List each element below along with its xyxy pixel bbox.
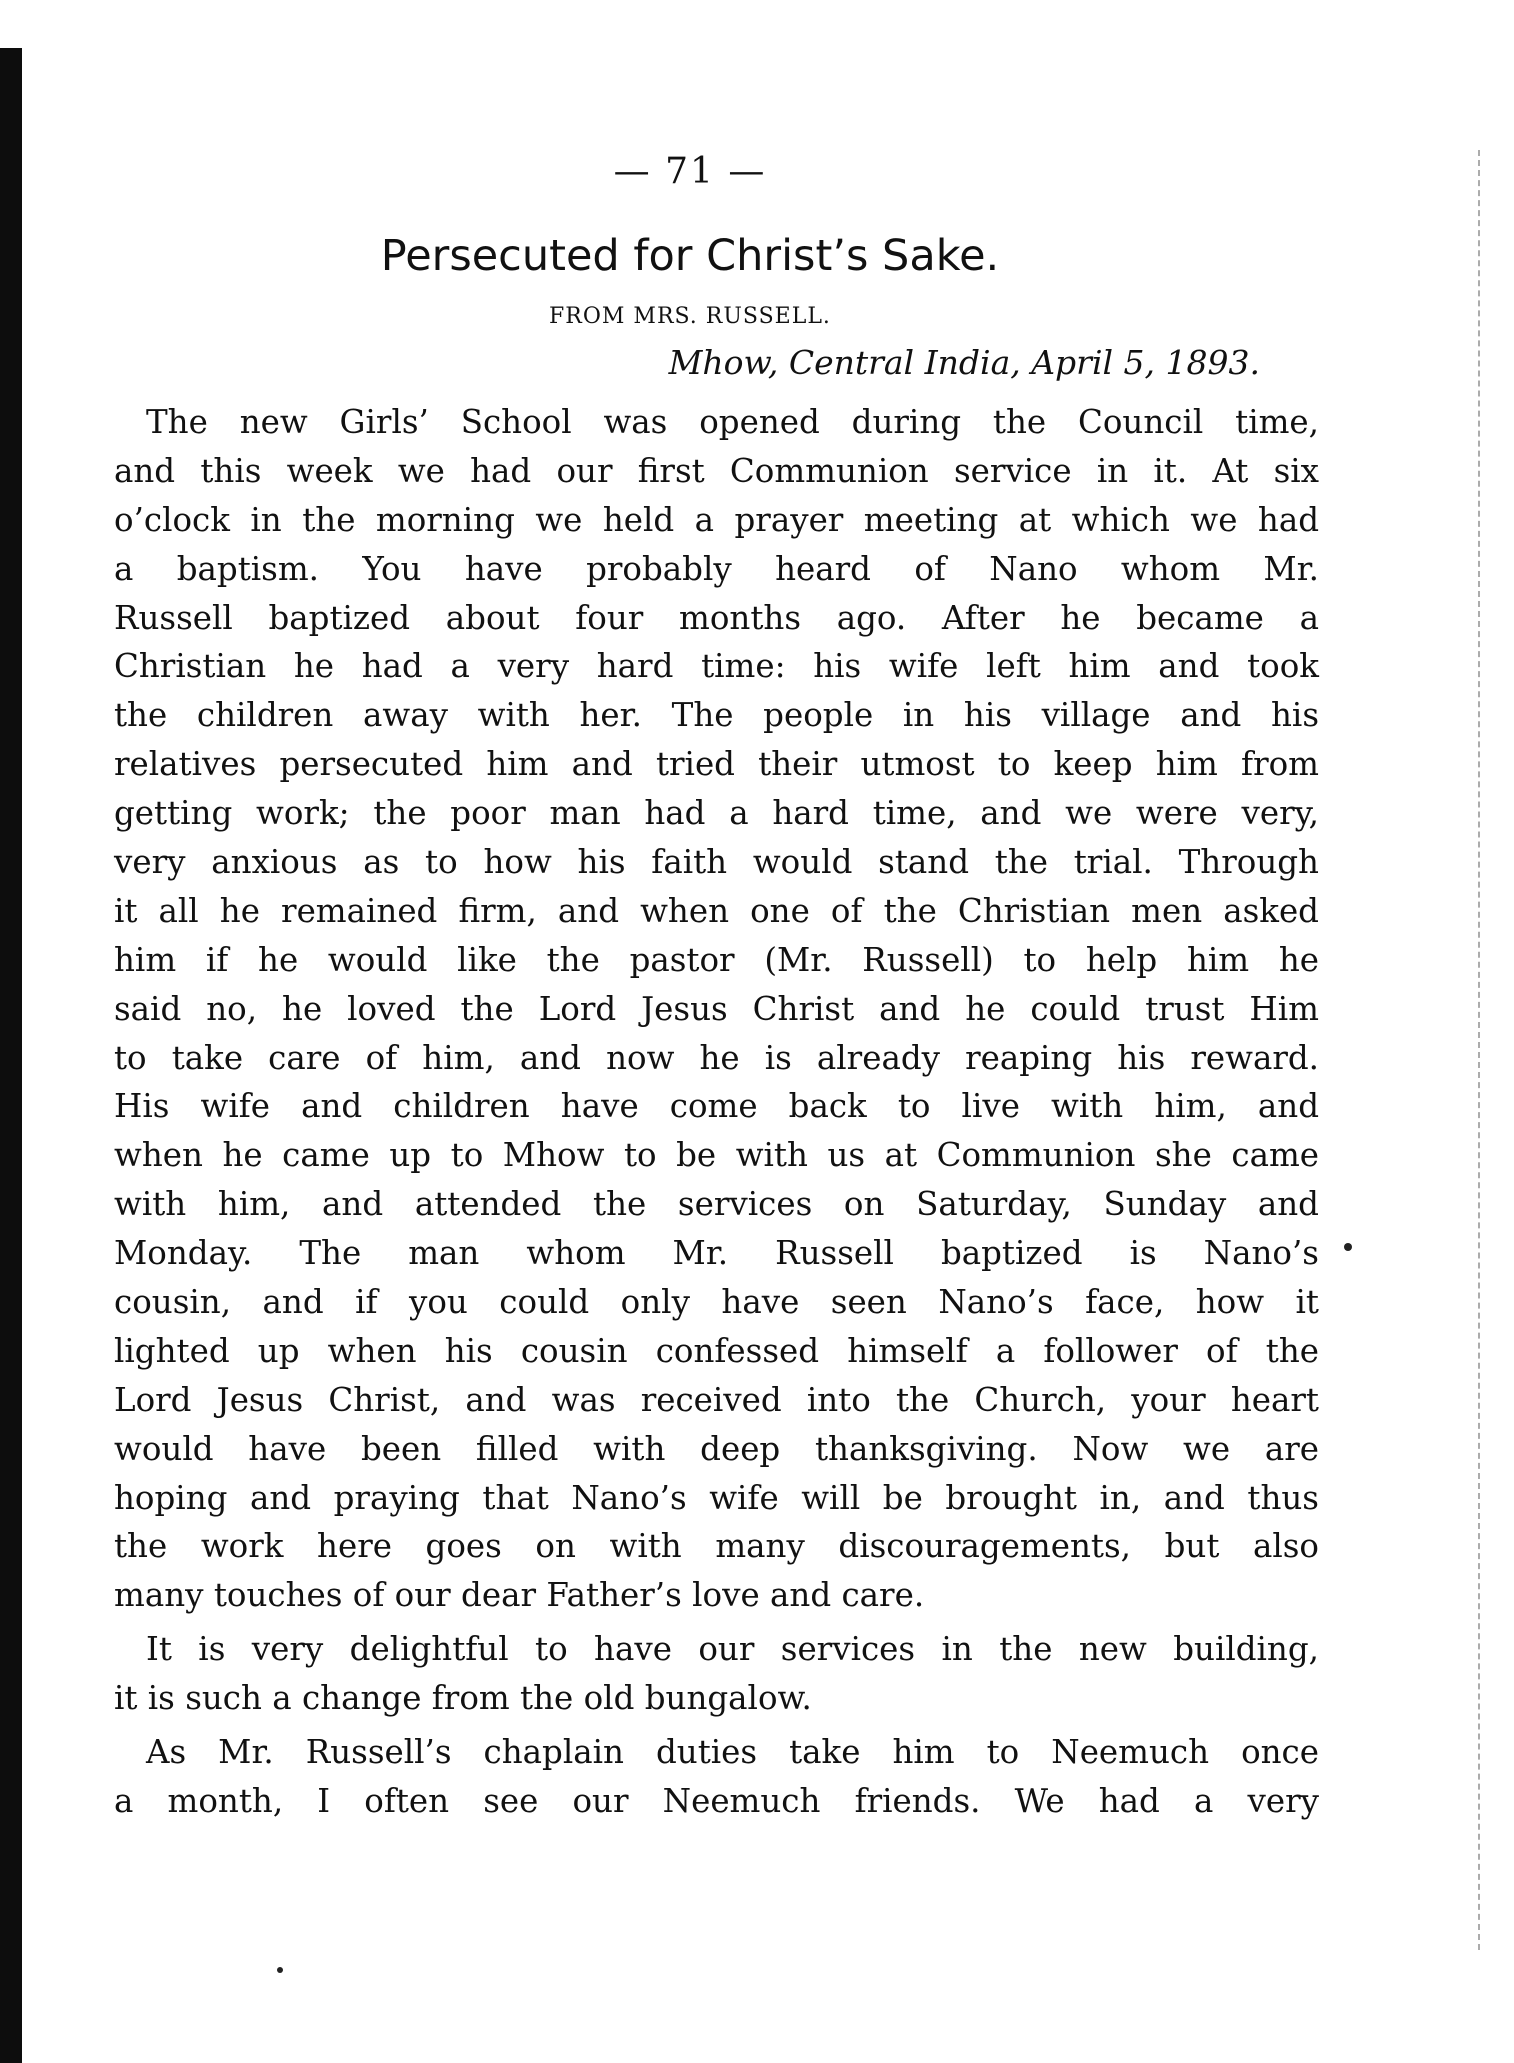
text-line: Christian he had a very hard time: his wife left him and took xyxy=(114,647,1319,686)
text-line: o’clock in the morning we held a prayer meeting at which we had xyxy=(114,500,1319,539)
dateline: Mhow, Central India, April 5, 1893. xyxy=(668,343,1260,382)
text-line: many touches of our dear Father’s love and care. xyxy=(114,1576,925,1615)
text-line: cousin, and if you could only have seen Nano’s face, how it xyxy=(114,1283,1319,1322)
text-line: said no, he loved the Lord Jesus Christ and he could trust Him xyxy=(114,989,1319,1028)
byline: FROM MRS. RUSSELL. xyxy=(549,304,831,329)
text-line: lighted up when his cousin confessed himself a follower of the xyxy=(114,1331,1319,1370)
ink-speck xyxy=(277,1967,283,1973)
text-line: very anxious as to how his faith would stand the trial. Through xyxy=(114,843,1319,882)
text-line: it is such a change from the old bungalow. xyxy=(114,1679,812,1718)
text-line: the children away with her. The people in his village and his xyxy=(114,696,1319,735)
paragraph xyxy=(114,398,1319,1620)
paragraph xyxy=(114,1728,1319,1826)
text-line: His wife and children have come back to live with him, and xyxy=(114,1087,1319,1126)
text-line: it all he remained firm, and when one of the Christian men asked xyxy=(114,891,1319,930)
text-line: a baptism. You have probably heard of Nano whom Mr. xyxy=(114,549,1319,588)
text-line: The new Girls’ School was opened during the Council time, xyxy=(146,403,1319,441)
text-line: with him, and attended the services on Saturday, Sunday and xyxy=(114,1185,1319,1224)
article-body xyxy=(114,398,1319,1826)
text-line: hoping and praying that Nano’s wife will be brought in, and thus xyxy=(114,1478,1319,1517)
text-line: the work here goes on with many discouragements, but also xyxy=(114,1527,1319,1566)
text-line: As Mr. Russell’s chaplain duties take him to Neemuch once xyxy=(146,1733,1319,1772)
page-number: — 71 — xyxy=(613,151,767,192)
text-line: relatives persecuted him and tried their utmost to keep him from xyxy=(114,745,1319,784)
text-line: him if he would like the pastor (Mr. Russell) to help him he xyxy=(114,940,1319,979)
text-line: would have been filled with deep thanksgiving. Now we are xyxy=(114,1429,1319,1468)
text-line: Monday. The man whom Mr. Russell baptized is Nano’s xyxy=(114,1234,1319,1273)
article-title: Persecuted for Christ’s Sake. xyxy=(380,231,1000,281)
text-line: It is very delightful to have our services in the new building, xyxy=(146,1630,1319,1669)
ink-speck xyxy=(1344,1243,1352,1251)
text-line: when he came up to Mhow to be with us at Communion she came xyxy=(114,1136,1319,1175)
text-line: Lord Jesus Christ, and was received into the Church, your heart xyxy=(114,1380,1319,1419)
binding-edge xyxy=(0,48,22,2063)
text-line: getting work; the poor man had a hard time, and we were very, xyxy=(114,794,1319,833)
paragraph xyxy=(114,1625,1319,1723)
text-line: and this week we had our first Communion service in it. At six xyxy=(114,451,1319,490)
text-line: Russell baptized about four months ago. After he became a xyxy=(114,598,1319,637)
text-line: a month, I often see our Neemuch friends. We had a very xyxy=(114,1781,1319,1820)
page-edge-shadow xyxy=(1478,150,1480,1950)
text-line: to take care of him, and now he is already reaping his reward. xyxy=(114,1038,1319,1077)
